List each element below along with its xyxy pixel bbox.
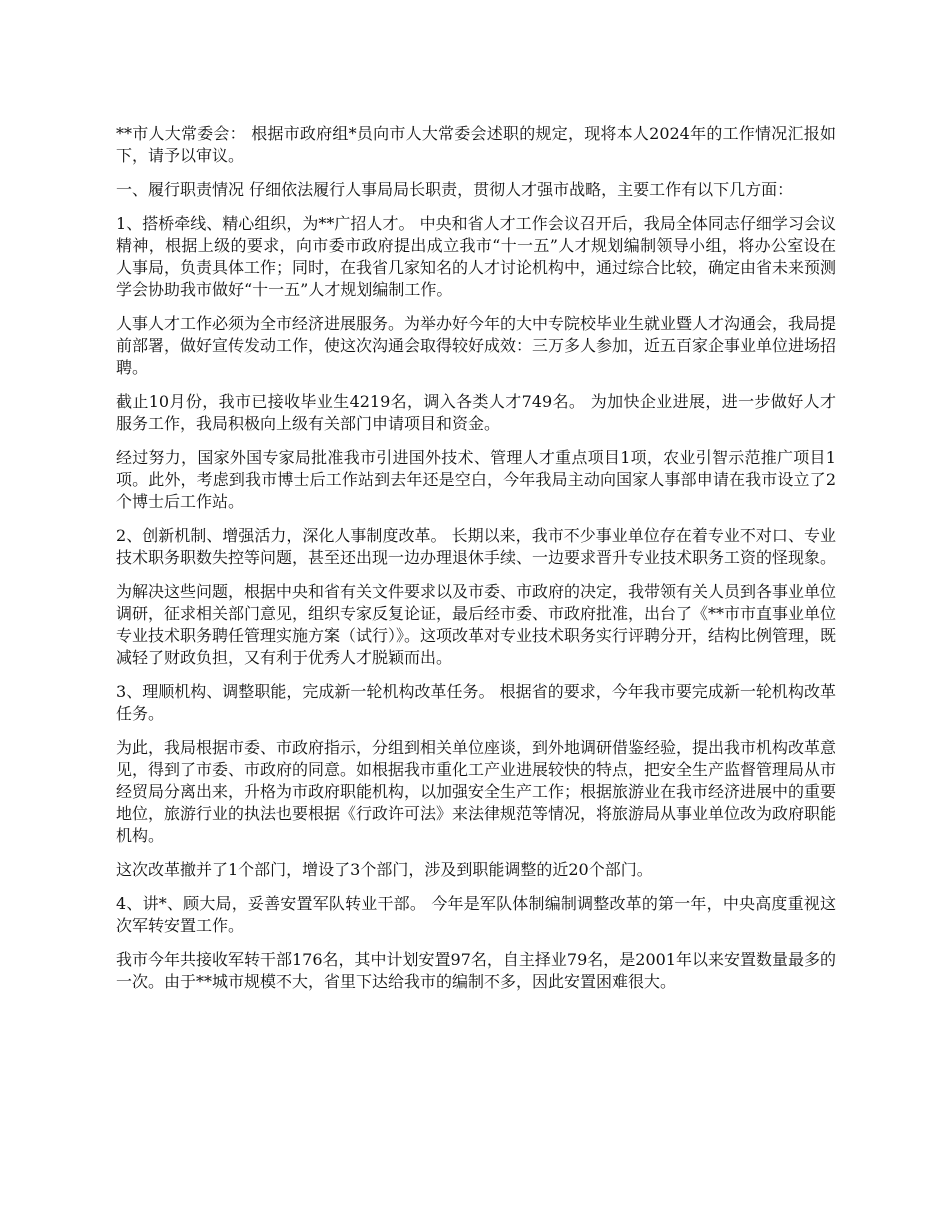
paragraph-talent-exchange-fair: 人事人才工作必须为全市经济进展服务。为举办好今年的大中专院校毕业生就业暨人才沟通会，我局提前部署，做好宣传发动工作，使这次沟通会取得较好成效：三万多人参加，近五百家企事业单位进场招聘。 (116, 314, 837, 377)
paragraph-graduates-received: 截止10月份，我市已接收毕业生4219名，调入各类人才749名。 为加快企业进展，进一步做好人才服务工作，我局积极向上级有关部门申请项目和资金。 (116, 392, 836, 433)
document-body (116, 123, 836, 1005)
paragraph-personnel-reform: 2、创新机制、增强活力，深化人事制度改革。 长期以来，我市不少事业单位存在着专业不对口、专业技术职务职数失控等问题，甚至还出现一边办理退休手续、一边要求晋升专业技术职务工资的怪现象。 (116, 526, 837, 567)
paragraph-section-duties: 一、履行职责情况 仔细依法履行人事局局长职责，贯彻人才强市战略，主要工作有以下几方面： (116, 180, 794, 199)
paragraph-talent-recruitment: 1、搭桥牵线、精心组织，为**广招人才。 中央和省人才工作会议召开后，我局全体同志仔细学习会议精神，根据上级的要求，向市委市政府提出成立我市“十一五”人才规划编制领导小组，将办公室设在人事局，负责具体工作；同时，在我省几家知名的人才讨论机构中，通过综合比较，确定由省未来预测学会协助我市做好“十一五”人才规划编制工作。 (116, 214, 837, 299)
paragraph-foreign-experts: 经过努力，国家外国专家局批准我市引进国外技术、管理人才重点项目1项，农业引智示范推广项目1项。此外，考虑到我市博士后工作站到去年还是空白，今年我局主动向国家人事部申请在我市设立了2个博士后工作站。 (116, 448, 836, 511)
paragraph-military-cadres: 4、讲*、顾大局，妥善安置军队转业干部。 今年是军队体制编制调整改革的第一年，中央高度重视这次军转安置工作。 (116, 894, 836, 935)
paragraph-military-placement: 我市今年共接收军转干部176名，其中计划安置97名，自主择业79名，是2001年以来安置数量最多的一次。由于**城市规模不大，省里下达给我市的编制不多，因此安置困难很大。 (116, 950, 836, 991)
paragraph-reform-details: 为此，我局根据市委、市政府指示，分组到相关单位座谈，到外地调研借鉴经验，提出我市机构改革意见，得到了市委、市政府的同意。如根据我市重化工产业进展较快的特点，把安全生产监督管理局从市经贸局分离出来，升格为市政府职能机构，以加强安全生产工作；根据旅游业在我市经济进展中的重要地位，旅游行业的执法也要根据《行政许可法》来法律规范等情况，将旅游局从事业单位改为政府职能机构。 (116, 738, 837, 845)
paragraph-institutional-reform: 3、理顺机构、调整职能，完成新一轮机构改革任务。 根据省的要求，今年我市要完成新一轮机构改革任务。 (116, 682, 836, 723)
paragraph-reform-solution: 为解决这些问题，根据中央和省有关文件要求以及市委、市政府的决定，我带领有关人员到各事业单位调研，征求相关部门意见，组织专家反复论证，最后经市委、市政府批准，出台了《**市市直事业单位专业技术职务聘任管理实施方案（试行）》。这项改革对专业技术职务实行评聘分开，结构比例管理，既减轻了财政负担，又有利于优秀人才脱颖而出。 (116, 582, 837, 667)
paragraph-salutation: **市人大常委会： 根据市政府组*员向市人大常委会述职的规定，现将本人2024年的工作情况汇报如下，请予以审议。 (116, 124, 836, 165)
paragraph-reform-result: 这次改革撤并了1个部门，增设了3个部门，涉及到职能调整的近20个部门。 (116, 860, 653, 879)
